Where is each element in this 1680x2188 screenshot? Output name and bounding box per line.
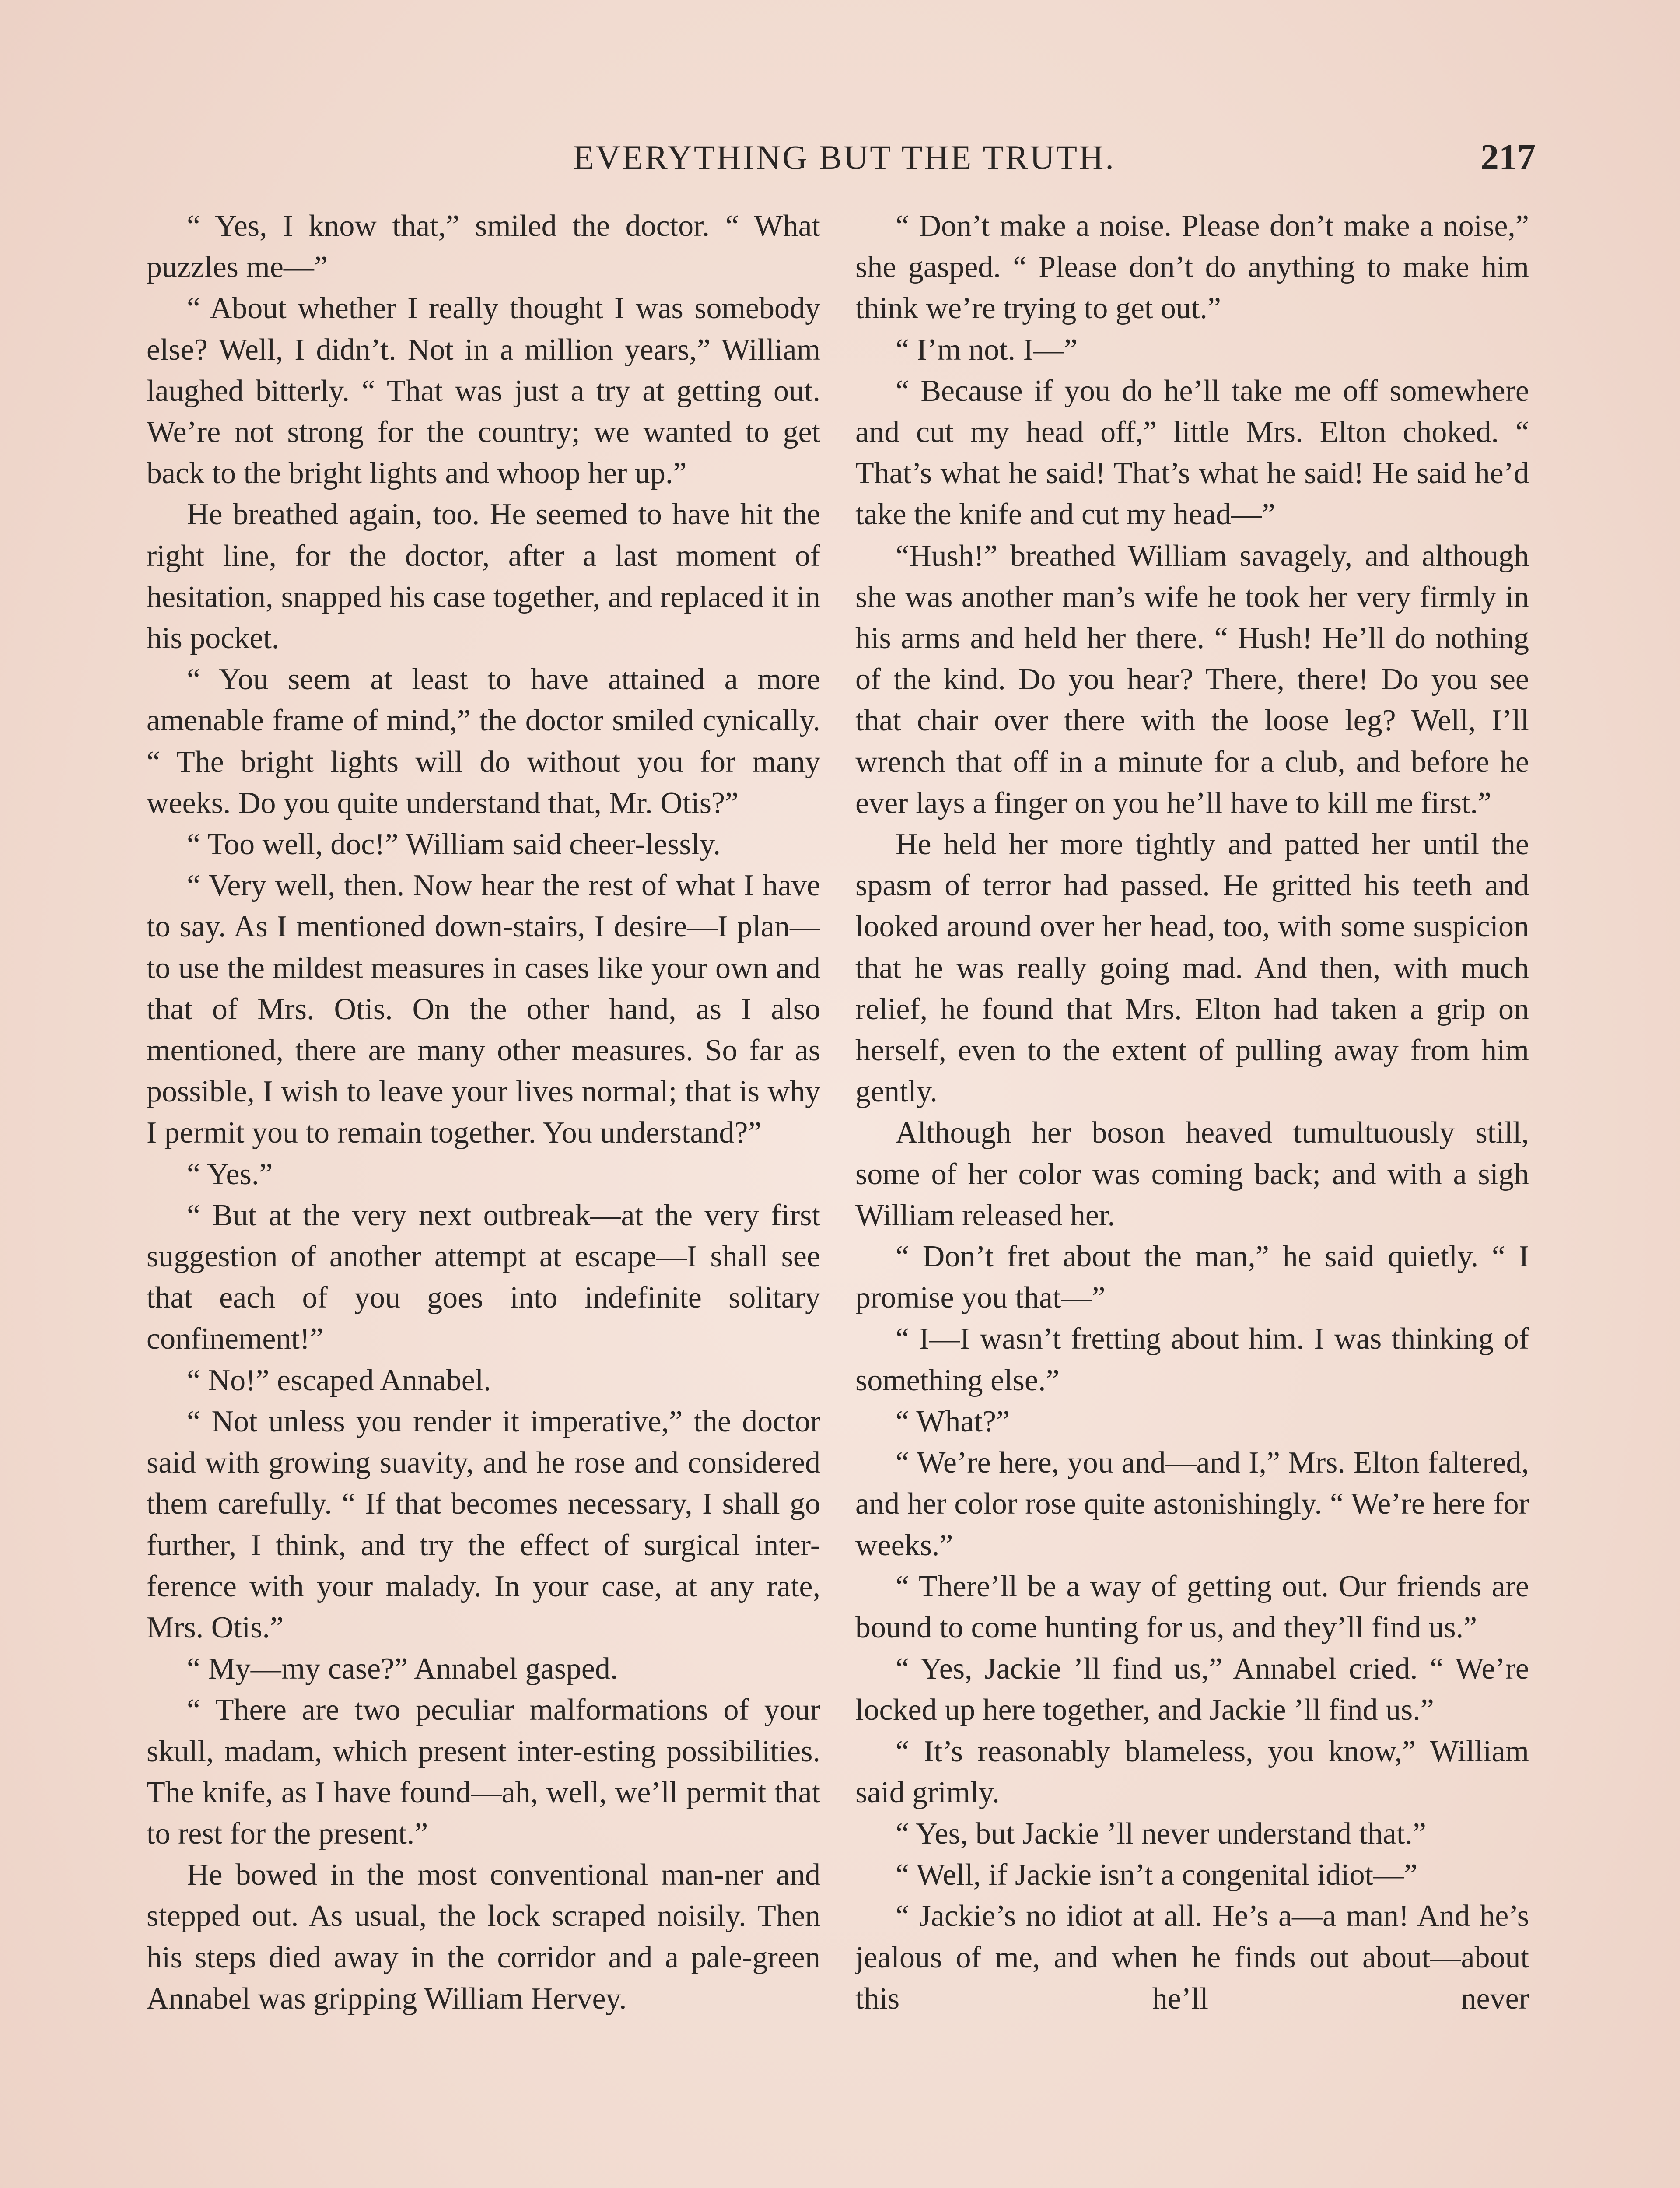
left-text-column <box>147 206 820 2188</box>
running-title: EVERYTHING BUT THE TRUTH. <box>573 138 1116 176</box>
paragraph: “ I—I wasn’t fretting about him. I was thinking of something else.” <box>855 1322 1529 1397</box>
paragraph: He bowed in the most conventional man-ner and stepped out. As usual, the lock scraped noisily. Then his steps died away in the corridor and a pale-green Annabel was gripping William Hervey. <box>147 1858 820 2016</box>
paragraph: “ You seem at least to have attained a more amenable frame of mind,” the doctor smiled cynically. “ The bright lights will do without you for many weeks. Do you quite understand that, Mr. Otis?” <box>147 663 820 820</box>
paragraph: “ There are two peculiar malformations of your skull, madam, which present inter-esting possibilities. The knife, as I have found—ah, well, we’ll permit that to rest for the present.” <box>147 1693 820 1851</box>
paragraph: Although her boson heaved tumultuously still, some of her color was coming back; and with a sigh William released her. <box>855 1116 1529 1232</box>
paragraph: “ Don’t fret about the man,” he said quietly. “ I promise you that—” <box>855 1240 1529 1315</box>
paragraph: “ Very well, then. Now hear the rest of what I have to say. As I mentioned down-stairs, I desire—I plan—to use the mildest measures in cases like your own and that of Mrs. Otis. On the other hand, as I also mentioned, there are many other measures. So far as possible, I wish to leave your lives normal; that is why I permit you to remain together. You understand?” <box>147 869 820 1150</box>
paragraph: “ Don’t make a noise. Please don’t make a noise,” she gasped. “ Please don’t do anything to make him think we’re trying to get out.” <box>855 209 1529 326</box>
paragraph: “ It’s reasonably blameless, you know,” William said grimly. <box>855 1734 1529 1809</box>
paragraph: “ Yes, Jackie ’ll find us,” Annabel cried. “ We’re locked up here together, and Jackie ’ll find us.” <box>855 1652 1529 1727</box>
paragraph: “ Not unless you render it imperative,” the doctor said with growing suavity, and he rose and considered them carefully. “ If that becomes necessary, I shall go further, I think, and try the effect of surgical inter-ference with your malady. In your case, at any rate, Mrs. Otis.” <box>147 1404 820 1645</box>
paragraph: “ About whether I really thought I was somebody else? Well, I didn’t. Not in a million years,” William laughed bitterly. “ That was just a try at getting out. We’re not strong for the country; we wanted to get back to the bright lights and whoop her up.” <box>147 291 820 491</box>
paragraph: “ I’m not. I—” <box>896 333 1078 367</box>
paragraph: “ Too well, doc!” William said cheer-lessly. <box>187 828 721 862</box>
paragraph: “ Yes, I know that,” smiled the doctor. “ What puzzles me—” <box>147 209 820 284</box>
paragraph: “ My—my case?” Annabel gasped. <box>187 1652 618 1686</box>
paragraph: “ But at the very next outbreak—at the very first suggestion of another attempt at escape—I shall see that each of you goes into indefinite solitary confinement!” <box>147 1198 820 1356</box>
paragraph: “ Well, if Jackie isn’t a congenital idiot—” <box>896 1858 1418 1892</box>
page-number: 217 <box>1480 137 1536 178</box>
paragraph: “ Because if you do he’ll take me off somewhere and cut my head off,” little Mrs. Elton choked. “ That’s what he said! That’s what he said! He said he’d take the knife and cut my head—” <box>855 374 1529 532</box>
page-header <box>144 131 1536 184</box>
paragraph: “ We’re here, you and—and I,” Mrs. Elton faltered, and her color rose quite astonishingly. “ We’re here for weeks.” <box>855 1446 1529 1562</box>
paragraph: “ Yes, but Jackie ’ll never understand that.” <box>896 1816 1427 1851</box>
paragraph: “ What?” <box>896 1404 1010 1438</box>
paragraph: “ Jackie’s no idiot at all. He’s a—a man! And he’s jealous of me, and when he finds out about—about this he’ll never <box>855 1899 1529 2016</box>
paragraph: “ No!” escaped Annabel. <box>187 1363 491 1397</box>
paragraph: “ Yes.” <box>187 1157 273 1191</box>
paragraph: “ There’ll be a way of getting out. Our friends are bound to come hunting for us, and they’ll find us.” <box>855 1569 1529 1645</box>
right-text-column <box>855 206 1529 2188</box>
paragraph: He breathed again, too. He seemed to have hit the right line, for the doctor, after a last moment of hesitation, snapped his case together, and replaced it in his pocket. <box>147 498 820 656</box>
paragraph: “Hush!” breathed William savagely, and although she was another man’s wife he took her very firmly in his arms and held her there. “ Hush! He’ll do nothing of the kind. Do you hear? There, there! Do you see that chair over there with the loose leg? Well, I’ll wrench that off in a minute for a club, and before he ever lays a finger on you he’ll have to kill me first.” <box>855 539 1529 820</box>
paragraph: He held her more tightly and patted her until the spasm of terror had passed. He gritted his teeth and looked around over her head, too, with some suspicion that he was really going mad. And then, with much relief, he found that Mrs. Elton had taken a grip on herself, even to the extent of pulling away from him gently. <box>855 828 1529 1109</box>
